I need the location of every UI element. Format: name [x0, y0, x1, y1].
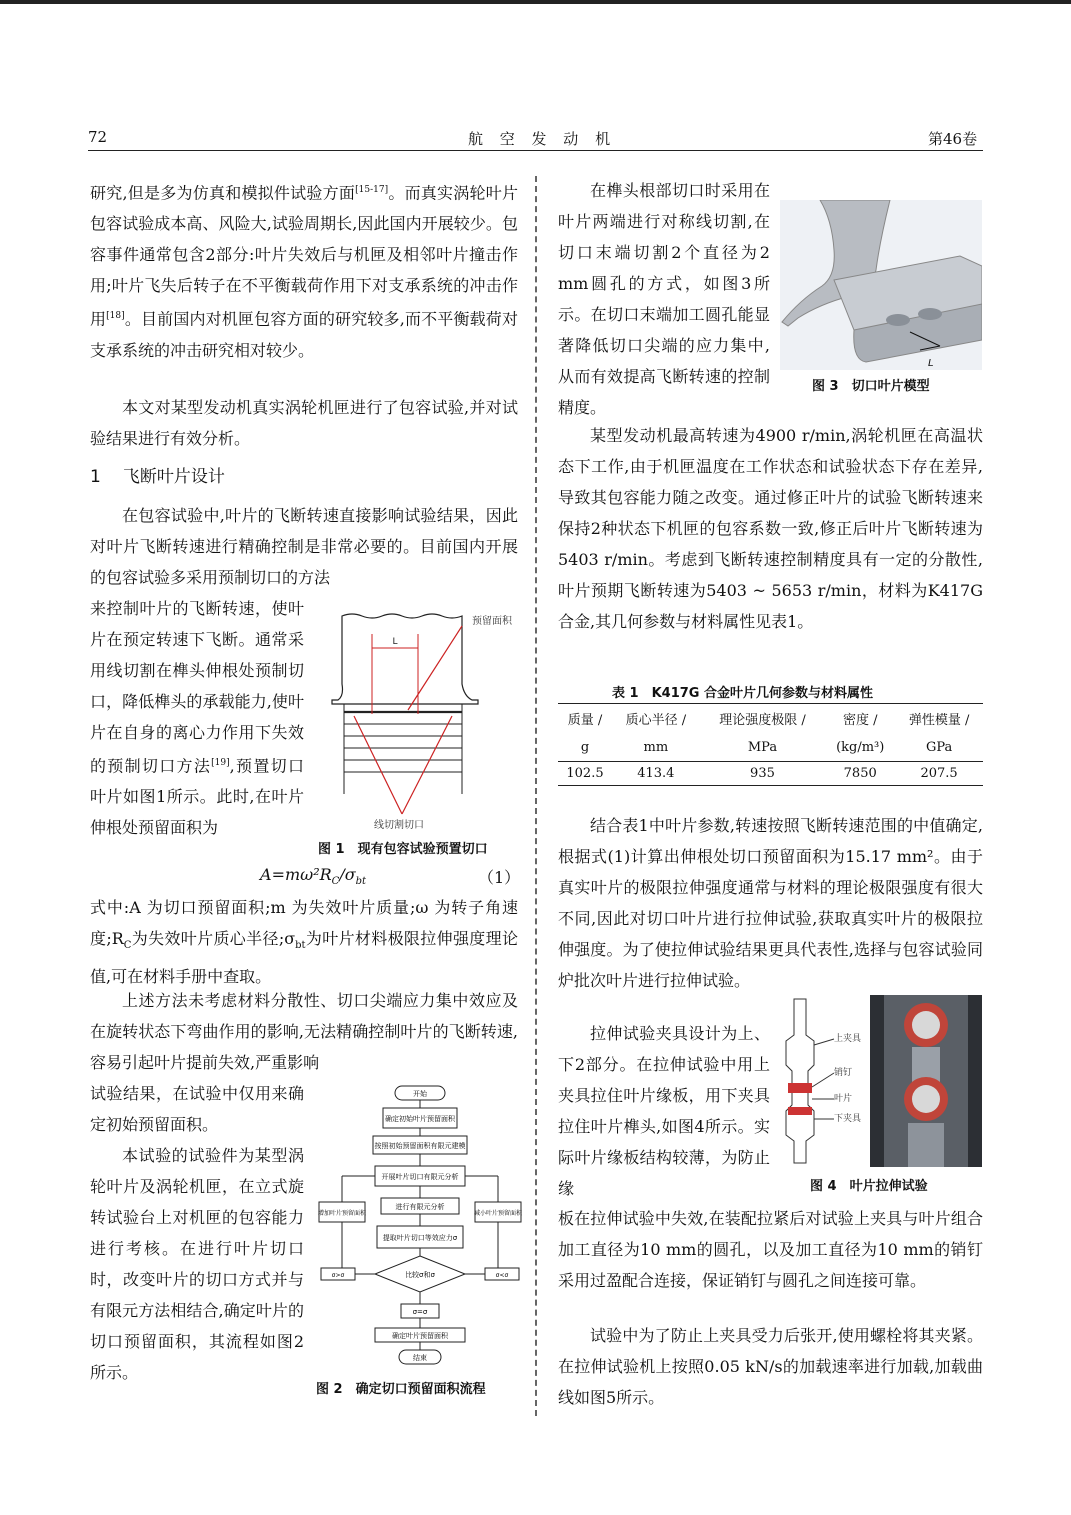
- figure-1-caption: 图 1 现有包容试验预置切口: [318, 842, 488, 857]
- paragraph-speed: 某型发动机最高转速为4900 r/min,涡轮机匣在高温状态下工作,由于机匣温度在工作状态和试验状态下存在差异,导致其包容能力随之改变。通过修正叶片的试验飞断转速来保持2种状态下机匣的包容系数一致,修正后叶片飞断转速为5403 r/min。考虑到飞断转速控制精度具有一定的分散性,叶片预期飞断转速为5403 ~ 5653 r/min，材料为K417G合金,其几何参数与材料属性见表1。: [558, 426, 983, 631]
- table-cell: 207.5: [920, 766, 958, 781]
- equation-1: $A=m\omega^2R_C/\sigma_{bt}$: [260, 865, 367, 888]
- paragraph-symbols: 式中:A 为切口预留面积;m 为失效叶片质量;ω 为转子角速度$;R_C$为失效叶片质心半径$;\sigma_{bt}$为叶片材料极限拉伸强度理论值,可在材料手册中查取。: [90, 898, 518, 987]
- paragraph-fixture: 拉伸试验夹具设计为上、下2部分。在拉伸试验中用上夹具拉住叶片缘板，用下夹具拉住叶片榫头,如图4所示。实际叶片缘板结构较薄，为防止缘: [558, 1024, 770, 1198]
- table-header-cell: 密度 /: [842, 713, 878, 729]
- svg-text:L: L: [928, 358, 934, 369]
- fig1-label-top: 预留面积: [472, 616, 512, 627]
- svg-text:开展叶片切口有限元分析: 开展叶片切口有限元分析: [381, 1173, 459, 1181]
- svg-text:下夹具: 下夹具: [834, 1114, 862, 1124]
- table-header-cell: 质量 /: [567, 713, 603, 729]
- table-cell: 7850: [843, 766, 877, 781]
- paragraph-pin: 板在拉伸试验中失效,在装配拉紧后对试验上夹具与叶片组合加工直径为10 mm的圆孔，以及加工直径为10 mm的销钉采用过盈配合连接，保证销钉与圆孔之间连接可靠。: [558, 1209, 983, 1290]
- svg-text:σ=σ: σ=σ: [412, 1308, 428, 1316]
- figure-2-caption: 图 2 确定切口预留面积流程: [316, 1382, 486, 1397]
- page-number: 72: [88, 128, 108, 146]
- svg-text:上夹具: 上夹具: [834, 1034, 862, 1044]
- svg-text:销钉: 销钉: [834, 1068, 853, 1078]
- svg-text:比较σ和σ: 比较σ和σ: [405, 1271, 435, 1279]
- paragraph-intro: 研究,但是多为仿真和模拟件试验方面[15-17]。而真实涡轮叶片包容试验成本高、风险大,试验周期长,因此国内开展较少。包容事件通常包含2部分:叶片失效后与机匣及相邻叶片撞击作用;叶片飞失后转子在不平衡载荷作用下对支承系统的冲击作用[18]。目前国内对机匣包容方面的研究较多,而不平衡载荷对支承系统的冲击研究相对较少。: [90, 183, 518, 360]
- top-border: [0, 0, 1071, 4]
- table-unit-cell: MPa: [747, 739, 778, 755]
- svg-text:确定初始叶片预留面积: 确定初始叶片预留面积: [385, 1115, 455, 1123]
- paragraph-method: 在包容试验中,叶片的飞断转速直接影响试验结果，因此对叶片飞断转速进行精确控制是非常必要的。目前国内开展的包容试验多采用预制切口的方法: [90, 506, 518, 587]
- section-heading: 1 飞断叶片设计: [90, 467, 225, 487]
- table-cell: 413.4: [637, 766, 675, 781]
- journal-title: 航 空 发 动 机: [468, 130, 617, 148]
- figure-1: [312, 604, 522, 832]
- paragraph-specimen: 本试验的试验件为某型涡轮叶片及涡轮机匣，在立式旋转试验台上对机匣的包容能力进行考核。在进行叶片切口时，改变叶片的切口方式并与有限元方法相结合,确定叶片的切口预留面积，其流程如图2所示。: [90, 1146, 304, 1382]
- svg-text:开始: 开始: [413, 1090, 427, 1098]
- figure-3-caption: 图 3 切口叶片模型: [812, 379, 930, 394]
- paragraph-limitations-wrap: 试验结果，在试验中仅用来确定初始预留面积。: [90, 1084, 304, 1134]
- figure-2: [315, 1082, 525, 1372]
- svg-text:进行有限元分析: 进行有限元分析: [395, 1203, 445, 1211]
- header-rule: [88, 150, 983, 151]
- table-cell: 935: [750, 766, 775, 781]
- paragraph-area: 结合表1中叶片参数,转速按照飞断转速范围的中值确定,根据式(1)计算出伸根处切口预留面积为15.17 mm²。由于真实叶片的极限拉伸强度通常与材料的理论极限强度有很大不同,因此对切口叶片进行拉伸试验,获取真实叶片的极限拉伸强度。为了使拉伸试验结果更具代表性,选择与包容试验同炉批次叶片进行拉伸试验。: [558, 816, 983, 990]
- svg-text:σ>σ: σ>σ: [331, 1272, 345, 1279]
- svg-text:减小叶片预留面积: 减小叶片预留面积: [473, 1210, 523, 1217]
- table-header-cell: 质心半径 /: [625, 713, 687, 729]
- svg-text:确定叶片预留面积: 确定叶片预留面积: [392, 1332, 448, 1340]
- svg-text:结束: 结束: [413, 1354, 427, 1362]
- svg-text:增加叶片预留面积: 增加叶片预留面积: [317, 1210, 367, 1217]
- table-header-cell: 弹性模量 /: [908, 713, 970, 729]
- svg-text:按照初始预留面积有限元建模: 按照初始预留面积有限元建模: [374, 1142, 466, 1150]
- table-unit-cell: (kg/m³): [836, 739, 885, 755]
- svg-text:L: L: [392, 637, 398, 647]
- volume-label: 第46卷: [928, 130, 978, 148]
- figure-3: [780, 200, 982, 370]
- paragraph-cut: 在榫头根部切口时采用在叶片两端进行对称线切割,在切口末端切割2个直径为2 mm圆孔的方式，如图3所示。在切口末端加工圆孔能显著降低切口尖端的应力集中,从而有效提高飞断转速的控制精度。: [558, 181, 770, 417]
- svg-text:提取叶片切口等效应力σ: 提取叶片切口等效应力σ: [382, 1234, 458, 1242]
- column-divider: [535, 176, 537, 1416]
- table-1: [558, 703, 983, 786]
- figure-4: [780, 995, 982, 1167]
- table-header-cell: 理论强度极限 /: [719, 713, 806, 729]
- table-unit-cell: g: [580, 739, 590, 755]
- equation-number: （1）: [478, 868, 521, 887]
- svg-text:σ<σ: σ<σ: [495, 1272, 509, 1279]
- svg-text:叶片: 叶片: [834, 1094, 853, 1104]
- paragraph-method-wrap: 来控制叶片的飞断转速，使叶片在预定转速下飞断。通常采用线切割在榫头伸根处预制切口，降低榫头的承载能力,使叶片在自身的离心力作用下失效的预制切口方法[19],预置切口叶片如图1所示。此时,在叶片伸根处预留面积为: [90, 599, 304, 838]
- table-unit-cell: mm: [643, 739, 669, 755]
- paragraph-aim: 本文对某型发动机真实涡轮机匣进行了包容试验,并对试验结果进行有效分析。: [90, 398, 518, 448]
- table-cell: 102.5: [566, 766, 604, 781]
- table-row: [558, 762, 983, 786]
- table-1-title: 表 1 K417G 合金叶片几何参数与材料属性: [612, 686, 873, 701]
- table-unit-cell: GPa: [925, 739, 953, 755]
- fig1-label-bottom: 线切割切口: [374, 820, 424, 831]
- figure-4-caption: 图 4 叶片拉伸试验: [810, 1179, 928, 1194]
- paragraph-limitations: 上述方法未考虑材料分散性、切口尖端应力集中效应及在旋转状态下弯曲作用的影响,无法精确控制叶片的飞断转速,容易引起叶片提前失效,严重影响: [90, 991, 518, 1072]
- paragraph-loading: 试验中为了防止上夹具受力后张开,使用螺栓将其夹紧。在拉伸试验机上按照0.05 kN/s的加载速率进行加载,加载曲线如图5所示。: [558, 1326, 983, 1407]
